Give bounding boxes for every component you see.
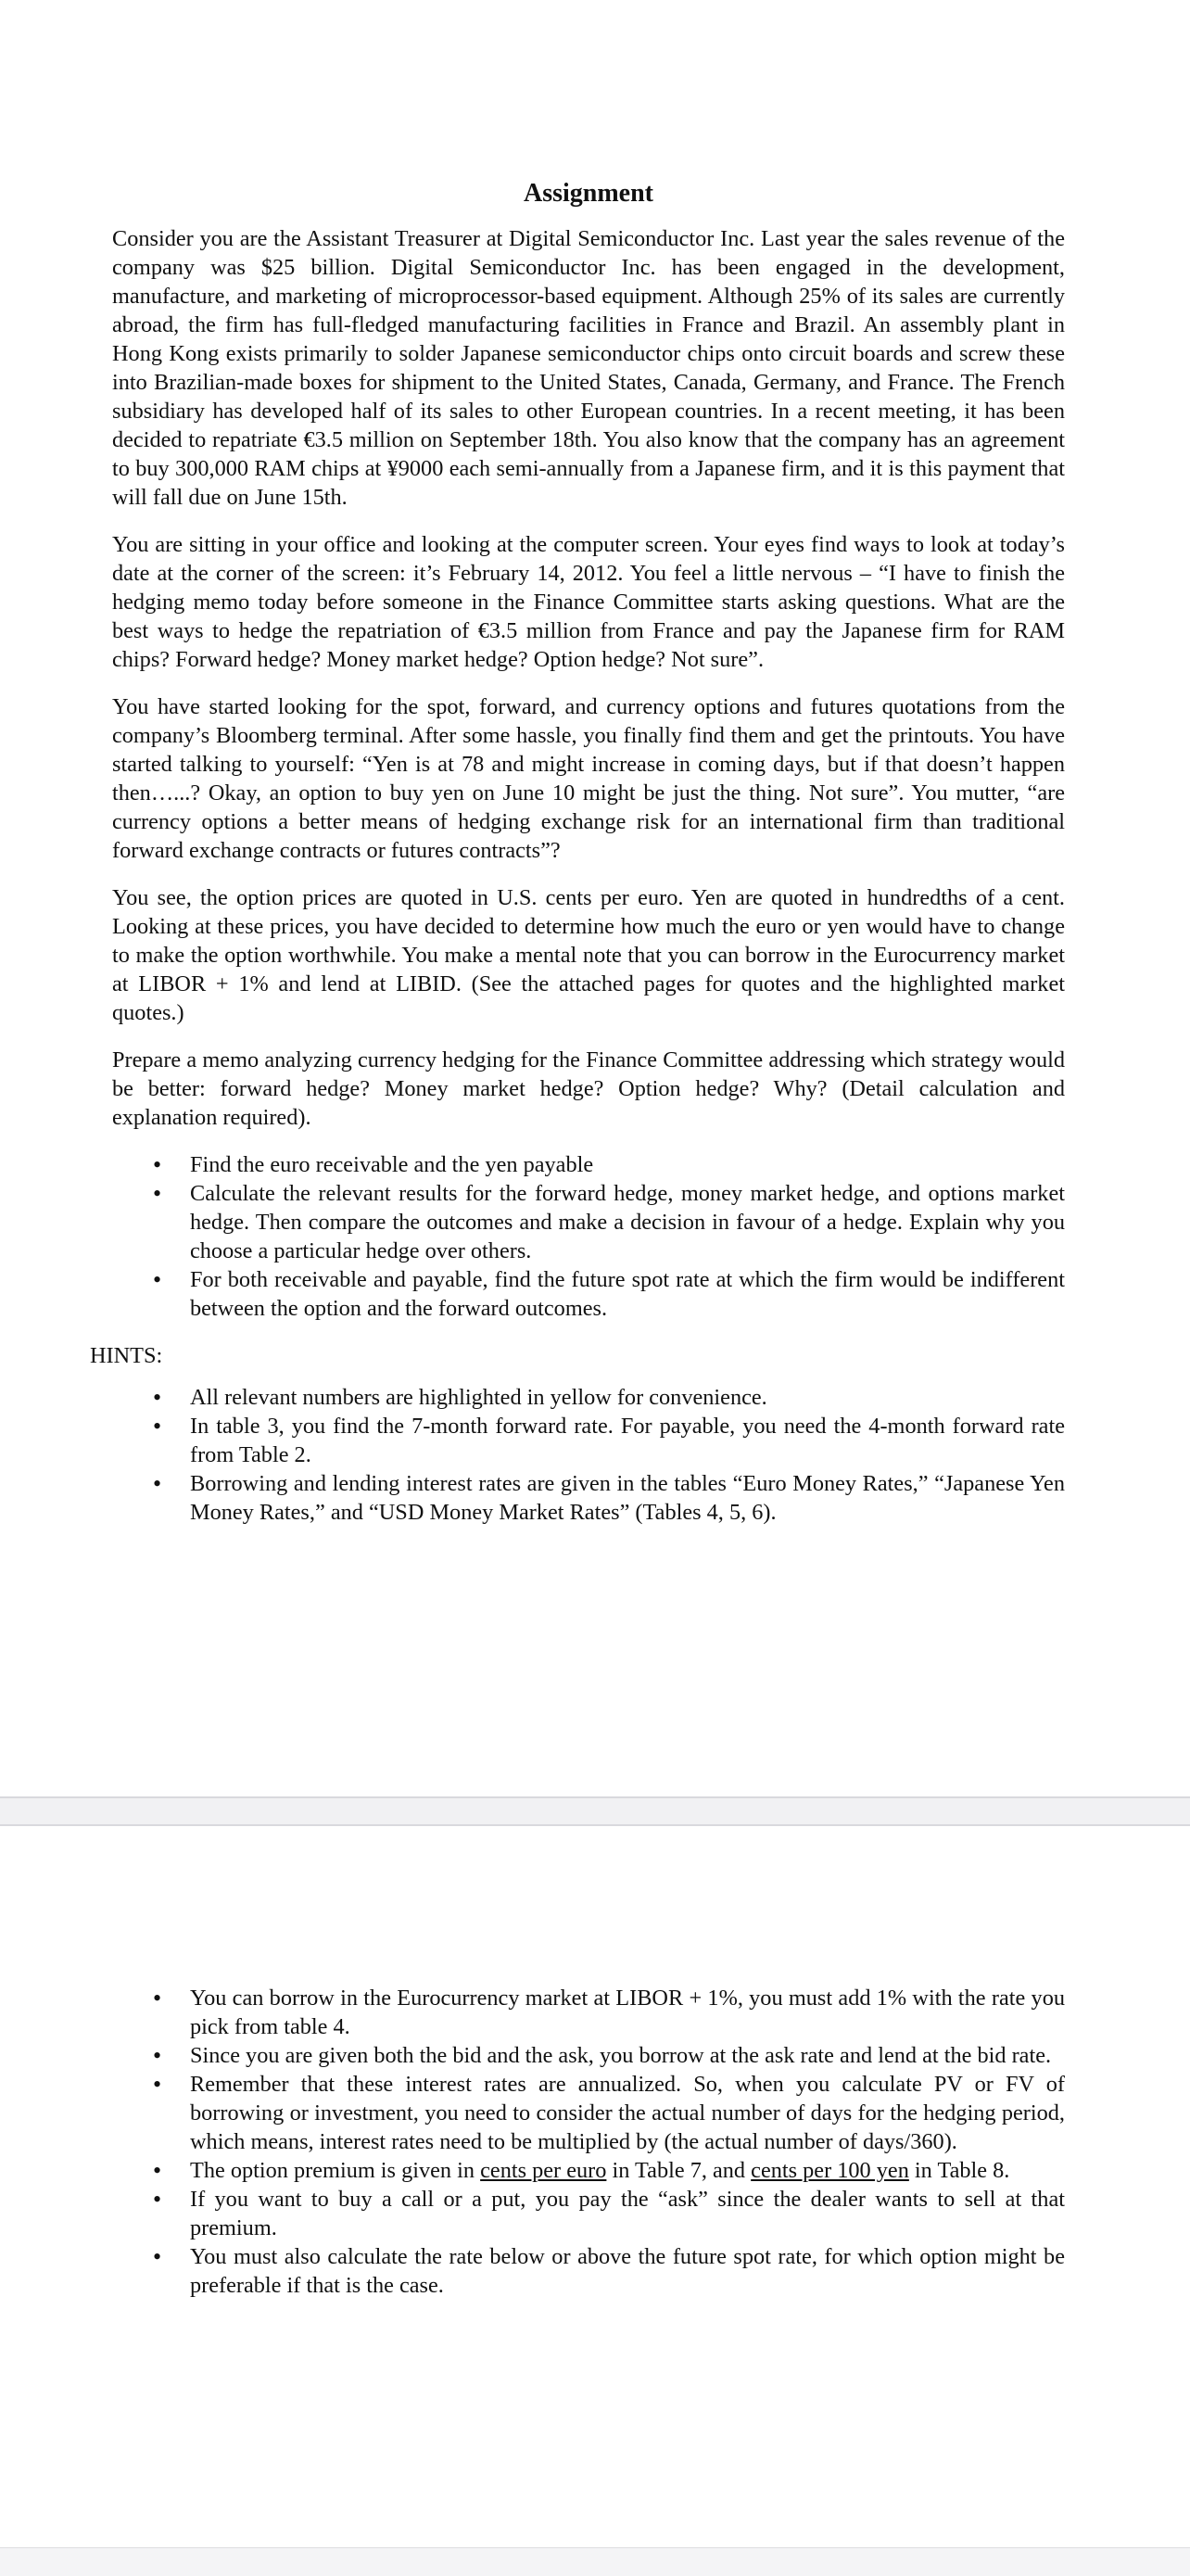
bottom-bar (0, 2547, 1190, 2576)
paragraph-office-scene: You are sitting in your office and looking at the computer screen. Your eyes find ways to look at today’s date at the corner of the screen: it’s February 14, 2012. You feel a little nervous – “I have to finish the hedging memo today before someone in the Finance Committee starts asking questions. What are the best ways to hedge the repatriation of €3.5 million from France and pay the Japanese firm for RAM chips? Forward hedge? Money market hedge? Option hedge? Not sure”. (112, 532, 1065, 672)
hint-item: • Remember that these interest rates are annualized. So, when you calculate PV or FV of borrowing or investment, you need to consider the actual number of days for the hedging period, which means, interest rates need to be multiplied by (the actual number of days/360). (190, 2070, 1065, 2156)
paragraph-memo-instructions: Prepare a memo analyzing currency hedging for the Finance Committee addressing which strategy would be better: forward hedge? Money market hedge? Option hedge? Why? (Detail calculation and explanation required). (112, 1047, 1065, 1130)
hints-heading: HINTS: (90, 1343, 163, 1368)
hint-list (112, 1383, 1065, 1527)
hint-item: • You must also calculate the rate below or above the future spot rate, for which option might be preferable if that is the case. (190, 2242, 1065, 2300)
task-item: • Calculate the relevant results for the forward hedge, money market hedge, and options market hedge. Then compare the outcomes and make a decision in favour of a hedge. Explain why you choose a particular hedge over others. (190, 1179, 1065, 1265)
hint-item: • All relevant numbers are highlighted in yellow for convenience. (190, 1383, 1065, 1412)
task-item: • Find the euro receivable and the yen payable (190, 1150, 1065, 1179)
hint-list-continued (112, 1984, 1065, 2300)
hint-item-option-premium (190, 2156, 1065, 2185)
premium-unit-euro: cents per euro (480, 2158, 607, 2183)
hint-item: • Since you are given both the bid and the ask, you borrow at the ask rate and lend at the bid rate. (190, 2041, 1065, 2070)
hint-item: • You can borrow in the Eurocurrency market at LIBOR + 1%, you must add 1% with the rate you pick from table 4. (190, 1984, 1065, 2041)
document-page-2 (0, 1826, 1190, 2547)
paragraph-bloomberg-quotes: You have started looking for the spot, forward, and currency options and futures quotations from the company’s Bloomberg terminal. After some hassle, you finally find them and get the printouts. You have started talking to yourself: “Yen is at 78 and might increase in coming days, but if that doesn’t happen then…...? Okay, an option to buy yen on June 10 might be just the thing. Not sure”. You mutter, “are currency options a better means of hedging exchange risk for an international firm than traditional forward exchange contracts or futures contracts”? (112, 694, 1065, 863)
paragraph-option-prices: You see, the option prices are quoted in U.S. cents per euro. Yen are quoted in hundredths of a cent. Looking at these prices, you have decided to determine how much the euro or yen would have to change to make the option worthwhile. You make a mental note that you can borrow in the Eurocurrency market at LIBOR + 1% and lend at LIBID. (See the attached pages for quotes and the highlighted market quotes.) (112, 885, 1065, 1025)
hint-item: • In table 3, you find the 7-month forward rate. For payable, you need the 4-month forward rate from Table 2. (190, 1412, 1065, 1469)
page-2-content (112, 1984, 1065, 2318)
premium-prefix: The option premium is given in (190, 2158, 481, 2183)
task-item: • For both receivable and payable, find the future spot rate at which the firm would be indifferent between the option and the forward outcomes. (190, 1265, 1065, 1323)
assignment-title: Assignment (523, 179, 653, 208)
premium-middle: in Table 7, and (606, 2158, 752, 2183)
hint-item: • If you want to buy a call or a put, you pay the “ask” since the dealer wants to sell at that premium. (190, 2185, 1065, 2242)
page-1-content (90, 176, 1065, 1545)
premium-unit-yen: cents per 100 yen (751, 2158, 909, 2183)
task-list (112, 1150, 1065, 1323)
paragraph-company-background: Consider you are the Assistant Treasurer at Digital Semiconductor Inc. Last year the sales revenue of the company was $25 billion. Digital Semiconductor Inc. has been engaged in the development, manufacture, and marketing of microprocessor-based equipment. Although 25% of its sales are currently abroad, the firm has full-fledged manufacturing facilities in France and Brazil. An assembly plant in Hong Kong exists primarily to solder Japanese semiconductor chips onto circuit boards and screw these into Brazilian-made boxes for shipment to the United States, Canada, Germany, and France. The French subsidiary has developed half of its sales to other European countries. In a recent meeting, it has been decided to repatriate €3.5 million on September 18th. You also know that the company has an agreement to buy 300,000 RAM chips at ¥9000 each semi-annually from a Japanese firm, and it is this payment that will fall due on June 15th. (112, 226, 1065, 510)
page-separator (0, 1796, 1190, 1826)
hint-item: • Borrowing and lending interest rates are given in the tables “Euro Money Rates,” “Japanese Yen Money Rates,” and “USD Money Market Rates” (Tables 4, 5, 6). (190, 1469, 1065, 1527)
premium-suffix: in Table 8. (908, 2158, 1010, 2183)
